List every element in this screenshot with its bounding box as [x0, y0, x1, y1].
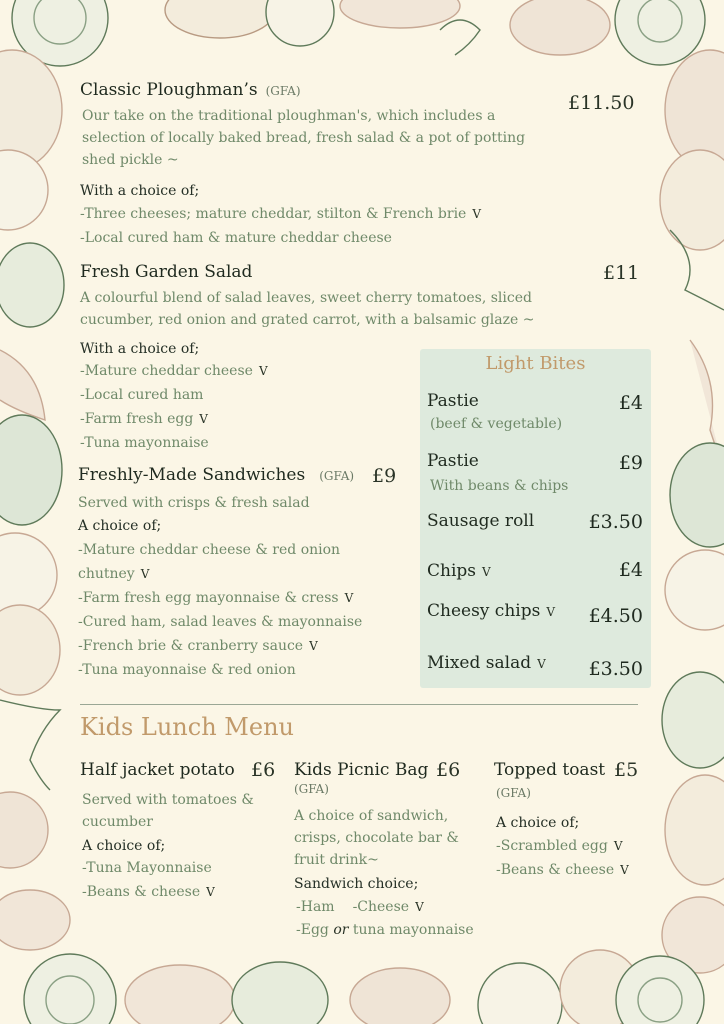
- list-item: -Local cured ham: [80, 387, 204, 403]
- potato-choice-label: A choice of;: [82, 838, 166, 854]
- toast-title: Topped toast: [494, 760, 606, 780]
- vegetarian-badge: V: [258, 364, 268, 378]
- potato-options: [82, 856, 218, 904]
- vegetarian-badge: V: [620, 863, 629, 877]
- light-bite-price: £9: [618, 452, 643, 474]
- light-bite-name: Mixed salad V: [427, 653, 546, 673]
- list-item: -Mature cheddar cheese & red onion: [78, 542, 341, 558]
- light-bite-price: £3.50: [588, 658, 643, 680]
- light-bite-name: Chips V: [427, 561, 491, 581]
- vegetarian-badge: V: [546, 605, 555, 619]
- sandwiches-title: Freshly-Made Sandwiches: [78, 465, 306, 485]
- picnic-choice-label: Sandwich choice;: [294, 876, 419, 892]
- list-item: -Ham: [296, 899, 335, 915]
- ploughmans-title-row: [80, 80, 301, 100]
- light-bites-panel: [420, 349, 651, 688]
- salad-price: £11: [603, 262, 640, 284]
- light-bite-subtitle: (beef & vegetable): [430, 416, 563, 432]
- ploughmans-choice-label: With a choice of;: [80, 183, 200, 199]
- vegetarian-badge: V: [482, 565, 491, 579]
- light-bite-price: £3.50: [588, 511, 643, 533]
- vegetarian-badge: V: [613, 839, 623, 853]
- picnic-option-row: -Egg or tuna mayonnaise: [296, 922, 474, 938]
- light-bite-subtitle: With beans & chips: [430, 478, 569, 494]
- list-item: -Tuna mayonnaise & red onion: [78, 662, 296, 678]
- salad-title: Fresh Garden Salad: [80, 262, 253, 282]
- list-item: chutney V: [78, 566, 150, 582]
- vegetarian-badge: V: [199, 412, 208, 426]
- light-bite-name: Pastie: [427, 451, 479, 471]
- vegetarian-badge: V: [309, 639, 318, 653]
- vegetarian-badge: V: [537, 657, 546, 671]
- picnic-price: £6: [436, 759, 461, 781]
- section-divider: [80, 704, 638, 705]
- potato-price: £6: [251, 759, 276, 781]
- ploughmans-options: [80, 202, 481, 250]
- toast-price: £5: [614, 759, 639, 781]
- vegetarian-badge: V: [472, 207, 482, 221]
- ploughmans-price: £11.50: [568, 92, 635, 114]
- list-item: -Cheese: [352, 899, 410, 915]
- sandwiches-price: £9: [372, 465, 397, 487]
- vegetarian-badge: V: [206, 885, 215, 899]
- vegetarian-badge: V: [140, 567, 150, 581]
- ploughmans-description: Our take on the traditional ploughman's, which includes a selection of locally baked bread, fresh salad & a pot of potting shed pickle ~: [82, 108, 526, 168]
- list-item: -Egg: [296, 922, 329, 938]
- sandwiches-title-row: [78, 465, 354, 485]
- sandwiches-description: Served with crisps & fresh salad: [78, 495, 310, 511]
- light-bite-name: Sausage roll: [427, 511, 535, 531]
- vegetarian-badge: V: [344, 591, 354, 605]
- light-bite-price: £4.50: [588, 605, 643, 627]
- salad-options: [80, 359, 268, 455]
- list-item: -Beans & cheese V: [496, 862, 629, 878]
- toast-choice-label: A choice of;: [496, 815, 580, 831]
- list-item: -Beans & cheese V: [82, 884, 215, 900]
- potato-title: Half jacket potato: [80, 760, 235, 780]
- light-bite-price: £4: [618, 392, 643, 414]
- list-item: -Three cheeses; mature cheddar, stilton & French brie V: [80, 206, 482, 222]
- salad-description: A colourful blend of salad leaves, sweet cherry tomatoes, sliced cucumber, red onion and grated carrot, with a balsamic glaze ~: [80, 290, 535, 328]
- light-bite-name: Pastie: [427, 391, 479, 411]
- potato-description: Served with tomatoes & cucumber: [82, 792, 254, 830]
- list-item: -Local cured ham & mature cheddar cheese: [80, 230, 392, 246]
- toast-options: [496, 834, 629, 882]
- salad-choice-label: With a choice of;: [80, 341, 200, 357]
- light-bites-title: Light Bites: [485, 353, 586, 374]
- picnic-description: A choice of sandwich, crisps, chocolate bar & fruit drink~: [294, 808, 459, 868]
- toast-gfa: (GFA): [496, 786, 531, 800]
- light-bite-price: £4: [618, 559, 643, 581]
- sandwiches-gfa: (GFA): [319, 469, 355, 483]
- picnic-title: Kids Picnic Bag: [294, 760, 429, 780]
- sandwiches-choice-label: A choice of;: [78, 518, 162, 534]
- list-item: -Mature cheddar cheese V: [80, 363, 268, 379]
- ploughmans-gfa: (GFA): [265, 84, 301, 98]
- list-item: -Tuna mayonnaise: [80, 435, 209, 451]
- sandwiches-options: [78, 538, 368, 682]
- list-item: -Farm fresh egg V: [80, 411, 208, 427]
- vegetarian-badge: V: [415, 900, 424, 914]
- list-item: -French brie & cranberry sauce V: [78, 638, 318, 654]
- list-item: -Tuna Mayonnaise: [82, 860, 212, 876]
- picnic-gfa: (GFA): [294, 782, 329, 796]
- light-bite-name: Cheesy chips V: [427, 601, 555, 621]
- ploughmans-title: Classic Ploughman’s: [80, 80, 258, 100]
- list-item: -Scrambled egg V: [496, 838, 623, 854]
- list-item: -Cured ham, salad leaves & mayonnaise: [78, 614, 363, 630]
- picnic-option-row: [296, 895, 424, 919]
- list-item: -Farm fresh egg mayonnaise & cress V: [78, 590, 354, 606]
- kids-menu-heading: Kids Lunch Menu: [80, 713, 294, 741]
